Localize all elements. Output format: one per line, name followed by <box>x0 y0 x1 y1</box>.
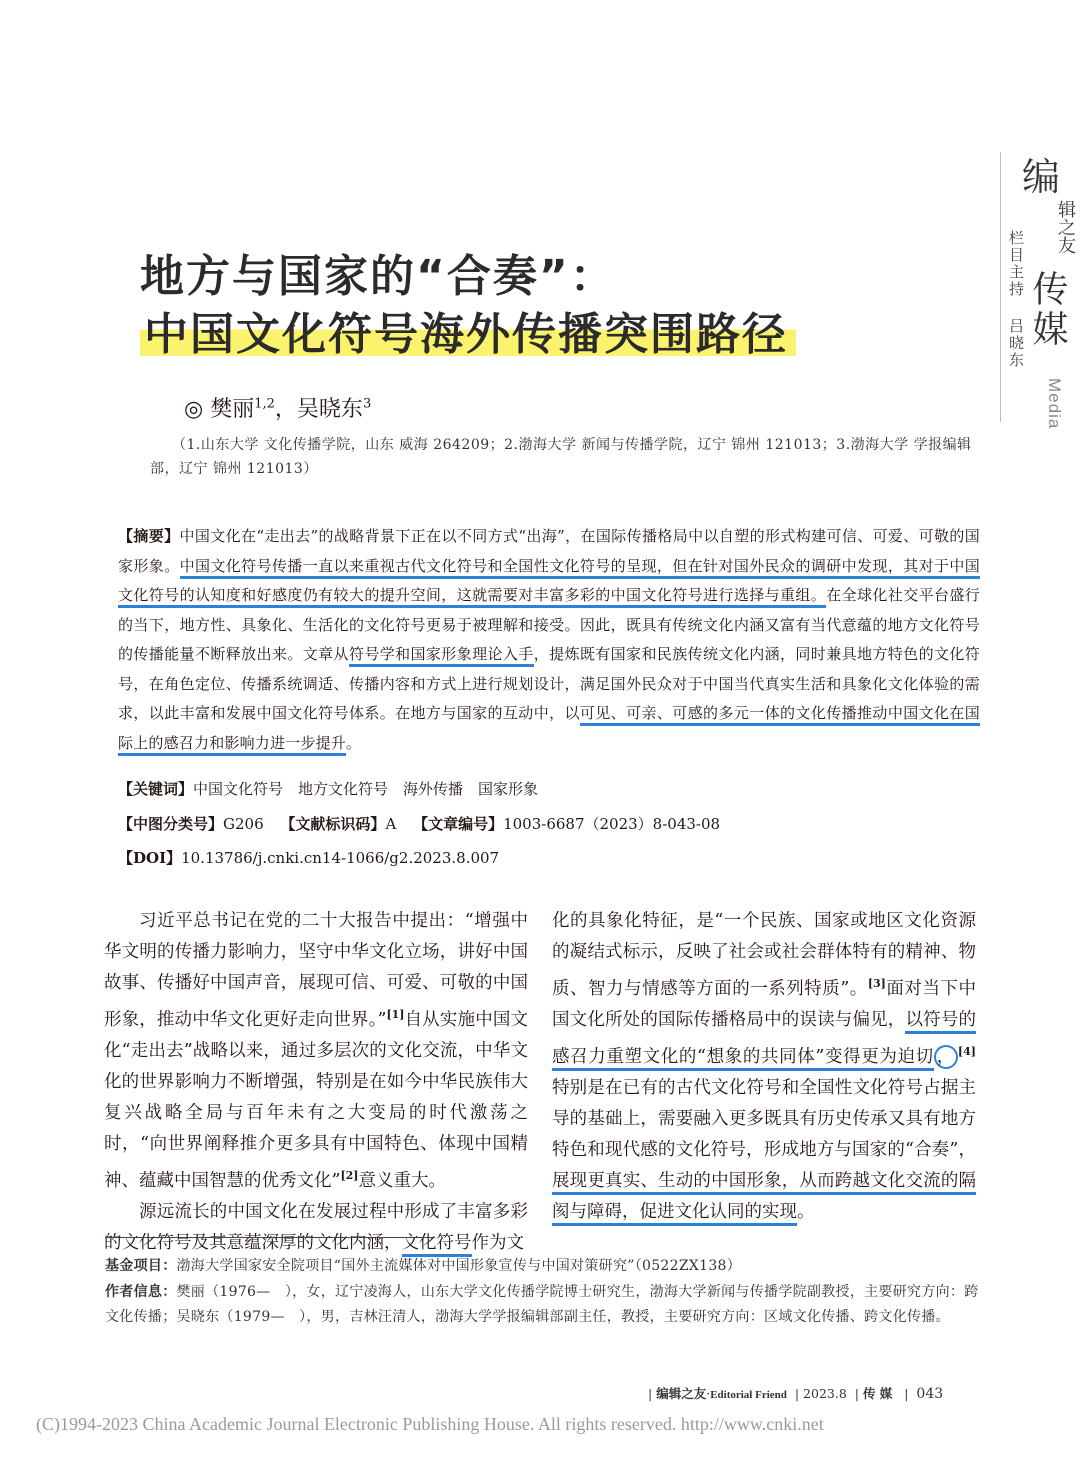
journal-logo: 编 <box>1022 155 1061 199</box>
sidebar-divider <box>1000 152 1001 422</box>
doc-code-value: A <box>385 815 397 833</box>
section-label: 传媒 <box>1027 270 1068 350</box>
footnote-rule <box>105 1237 435 1238</box>
footer-dot: · <box>706 1386 711 1401</box>
article-no-label: 【文章编号】 <box>413 815 504 833</box>
citation-1: [1] <box>386 1008 405 1021</box>
journal-logo-small: 辑之友 <box>1055 200 1076 254</box>
author-2: 吴晓东 <box>296 397 363 422</box>
keywords: 中国文化符号 地方文化符号 海外传播 国家形象 <box>193 780 539 798</box>
author-mark: ◎ <box>184 397 204 422</box>
author-note <box>105 1280 980 1330</box>
doi-label: 【DOI】 <box>118 849 182 867</box>
citation-4: [4] <box>957 1044 976 1058</box>
footer-journal-en: Editorial Friend <box>710 1389 787 1401</box>
circled-comma: ， <box>934 1045 958 1069</box>
media-label: Media <box>1045 378 1064 430</box>
body-text: 源远流长的中国文化在发展过程中形成了丰富多彩的文化符号及其意蕴深厚的文化内涵， <box>104 1201 528 1253</box>
body-text: 习近平总书记在党的二十大报告中提出：“增强中华文明的传播力影响力，坚守中华文化立场，讲好中国故事、传播好中国声音，展现可信、可爱、可敬的中国形象，推动中华文化更好走向世界。” <box>104 911 528 1030</box>
body-text: 面对当下中国文化所处的国际传播格局中的误读与偏见， <box>552 978 976 1030</box>
column-host: 吕晓东 <box>1007 318 1025 369</box>
body-text: 意义重大。 <box>358 1170 447 1191</box>
abstract-underline-3: 可见、可亲、可感的多元一体的文化传播推动中国文化在国际上的感召力和影响力进一步提升 <box>118 704 980 756</box>
article-title-highlight: 中国文化符号海外传播突围路径 <box>140 309 796 360</box>
abstract-underline-2: 符号学和国家形象理论入手 <box>349 645 534 667</box>
body-underline: 以符号的感召力重塑文化的“想象的共同体”变得更为迫切 <box>552 1010 976 1071</box>
author-line <box>184 392 371 423</box>
abstract-text-1: 中国文化在“走出去”的战略背景下正在以不同方式“出海”，在国际传播格局中以自塑的形式构建可信、可爱、可敬的国家形象。 <box>118 527 980 575</box>
author-1: 樊丽 <box>210 397 255 422</box>
body-paragraph <box>552 906 976 1228</box>
footer-issue: 2023.8 <box>803 1386 847 1401</box>
copyright-notice: (C)1994-2023 China Academic Journal Electronic Publishing House. All rights reserved. http://www.cnki.net <box>36 1414 824 1434</box>
article-title-line1: 地方与国家的“合奏”： <box>140 251 616 302</box>
page-number: 043 <box>916 1386 944 1402</box>
classification-row <box>118 813 720 834</box>
keywords-row <box>118 778 538 799</box>
fund-label: 基金项目： <box>105 1258 177 1274</box>
body-text: 化的具象化特征，是“一个民族、国家或地区文化资源的凝结式标示，反映了社会或社会群体特有的精神、物质、智力与情感等方面的一系列特质”。 <box>552 911 976 999</box>
body-text: 。 <box>797 1201 815 1222</box>
abstract <box>118 522 980 758</box>
body-text: 特别是在已有的古代文化符号和全国性文化符号占据主导的基础上，需要融入更多既具有历史传承又具有地方特色和现代感的文化符号，形成地方与国家的“合奏”， <box>552 1077 976 1160</box>
abstract-underline-1: 中国文化符号传播一直以来重视古代文化符号和全国性文化符号的呈现，但在针对国外民众的调研中发现，其对于中国文化符号的认知度和好感度仍有较大的提升空间，这就需要对丰富多彩的中国文化符号进行选择与重组。 <box>118 557 980 609</box>
body-right-column <box>552 906 976 1228</box>
article-no-value: 1003-6687（2023）8-043-08 <box>503 815 721 833</box>
body-text: 作为文 <box>471 1232 524 1253</box>
abstract-text-2: 在全球化社交平台盛行的当下，地方性、具象化、生活化的文化符号更易于被理解和接受。因此，既具有传统文化内涵又富有当代意蕴的地方文化符号的传播能量不断释放出来。文章从 <box>118 586 980 663</box>
doi-row <box>118 847 499 868</box>
body-text: 自从实施中国文化“走出去”战略以来，通过多层次的文化交流，中华文化的世界影响力不断增强，特别是在如今中华民族伟大复兴战略全局与百年未有之大变局的时代激荡之时，“向世界阐释推介更多具有中国特色、体现中国精神、蕴藏中国智慧的优秀文化” <box>104 1009 528 1191</box>
body-paragraph <box>104 906 528 1197</box>
clc-label: 【中图分类号】 <box>118 815 224 833</box>
page-footer: | 编辑之友·Editorial Friend | 2023.8 | 传 媒 | 043 <box>648 1386 944 1402</box>
citation-2: [2] <box>340 1168 359 1182</box>
fund-note <box>105 1254 980 1279</box>
column-label: 栏目主持 <box>1007 230 1025 298</box>
author-info-label: 作者信息： <box>105 1284 177 1300</box>
abstract-label: 【摘要】 <box>118 527 180 545</box>
body-underline: 展现更真实、生动的中国形象，从而跨越文化交流的隔阂与障碍，促进文化认同的实现 <box>552 1171 976 1226</box>
article-title-line2 <box>140 298 796 362</box>
footer-section: 传 媒 <box>862 1386 893 1401</box>
author-2-affil: 3 <box>362 396 372 412</box>
citation-3: [3] <box>867 977 886 990</box>
fund-text: 渤海大学国家安全院项目“国外主流媒体对中国形象宣传与中国对策研究”（0522ZX138） <box>176 1258 742 1274</box>
keywords-label: 【关键词】 <box>118 780 194 798</box>
abstract-text-4: 。 <box>346 733 362 752</box>
body-paragraph <box>104 1197 528 1259</box>
author-separator: ， <box>274 397 297 422</box>
abstract-text-3: ，提炼既有国家和民族传统文化内涵，同时兼具地方特色的文化符号，在角色定位、传播系统调适、传播内容和方式上进行规划设计，满足国外民众对于中国当代真实生活和具象化文化体验的需求，以此丰富和发展中国文化符号体系。在地方与国家的互动中，以 <box>118 645 980 722</box>
doc-code-label: 【文献标识码】 <box>280 815 386 833</box>
doi-value: 10.13786/j.cnki.cn14-1066/g2.2023.8.007 <box>181 849 500 867</box>
body-underline: 文化符号 <box>402 1233 472 1257</box>
affiliations: （1.山东大学 文化传播学院，山东 威海 264209；2.渤海大学 新闻与传播学院，辽宁 锦州 121013；3.渤海大学 学报编辑部，辽宁 锦州 121013） <box>150 437 972 477</box>
footer-journal: 编辑之友 <box>656 1386 707 1401</box>
author-info-text: 樊丽（1976— ），女，辽宁凌海人，山东大学文化传播学院博士研究生，渤海大学新闻与传播学院副教授，主要研究方向：跨文化传播；吴晓东（1979— ），男，吉林汪清人，渤海大学学报编辑部副主任，教授，主要研究方向：区域文化传播、跨文化传播。 <box>105 1284 979 1325</box>
body-left-column <box>104 906 528 1259</box>
author-1-affil: 1,2 <box>254 396 275 412</box>
clc-value: G206 <box>223 815 264 833</box>
